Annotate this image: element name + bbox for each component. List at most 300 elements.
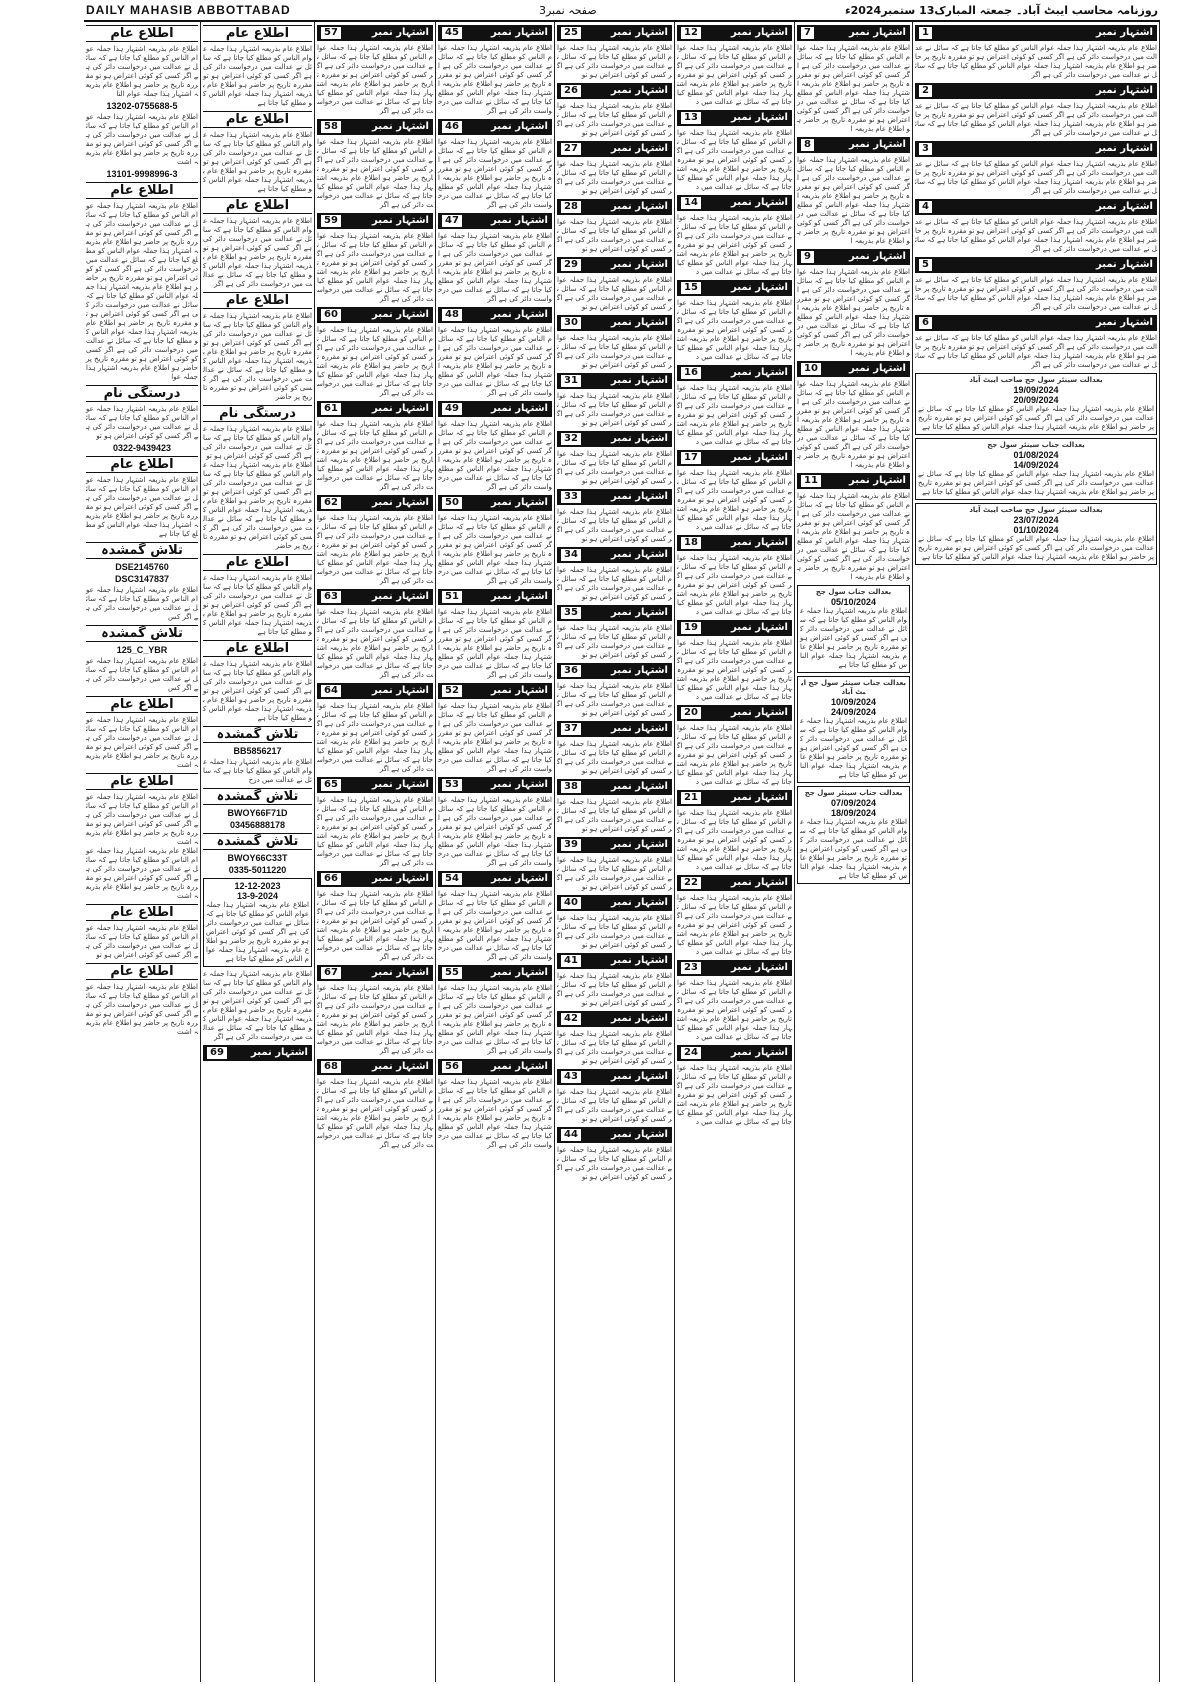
notice-text: اطلاع عام بذریعہ اشتہار ہذا جملہ عوام الناس کو مطلع کیا جاتا ہے کہ سائل نے عدالت میں درخواست دائر کی ہے اگر کسی کو کوئی اعتراض ہو تو مقررہ تاریخ پر حاضر ہو اطلاع عام بذریعہ اشتہار ہذا جملہ عوام الناس کو مطلع کیا جاتا ہے — [918, 405, 1154, 431]
notice-label: اشتہار نمبر — [251, 1047, 308, 1058]
court-date: 01/08/2024 — [1013, 450, 1059, 460]
notice-number-box — [317, 683, 433, 699]
notice-number-box — [317, 495, 433, 511]
notice-label: اشتہار نمبر — [491, 27, 548, 38]
notice-number: 39 — [561, 839, 581, 851]
notice-text: اطلاع عام بذریعہ اشتہار ہذا جملہ عوام الناس کو مطلع کیا جاتا ہے کہ سائل نے عدالت میں درخواست دائر کی ہے اگر کسی کو کوئی اعتراض ہو تو مقررہ تاریخ پر حاضر ہو اطلاع عام بذریعہ اشتہار ہذا جملہ عوام الناس کو مطلع کیا جاتا ہے — [86, 476, 198, 538]
notice-number: 65 — [321, 779, 341, 791]
notice-number: 25 — [561, 27, 581, 39]
notice-text: اطلاع عام بذریعہ اشتہار ہذا جملہ عوام الناس کو مطلع کیا جاتا ہے کہ سائل نے عدالت میں درخواست دائر کی ہے اگر کسی کو کوئی اعتراض ہو تو مقررہ تاریخ پر حاضر ہو اطلاع عام بذریعہ اشتہار ہذا جملہ عوام الناس کو مطلع کیا جاتا ہے کہ سائل نے عدالت میں درخواست دائر کی ہے اگر — [317, 138, 433, 209]
notice-label: اشتہار نمبر — [1096, 27, 1153, 38]
court-notice — [797, 585, 910, 673]
notice-number-box — [438, 401, 552, 417]
notice-text: اطلاع عام بذریعہ اشتہار ہذا جملہ عوام الناس کو مطلع کیا جاتا ہے کہ سائل نے عدالت میں درخواست دائر کی ہے اگر کسی کو کوئی اعتراض ہو تو — [557, 624, 672, 659]
id-number: 125_C_YBR — [116, 645, 168, 655]
court-date: 13-9-2024 — [236, 891, 279, 901]
notice-number: 62 — [321, 497, 341, 509]
notice-number-box — [915, 25, 1157, 41]
notice-number-box — [677, 25, 792, 41]
column-3 — [315, 22, 436, 1682]
notice-label: اشتہار نمبر — [491, 121, 548, 132]
notice-label: اشتہار نمبر — [1096, 317, 1153, 328]
notice-text: اطلاع عام بذریعہ اشتہار ہذا جملہ عوام الناس کو مطلع کیا جاتا ہے کہ سائل نے عدالت میں درخواست دائر کی ہے اگر کسی کو کوئی اعتراض ہو تو مقررہ تاریخ پر حاضر ہو اطلاع عام بذریعہ اشتہار ہذا جملہ عوام الناس کو مطلع کیا جاتا ہے کہ سائل نے عدالت میں د — [677, 384, 792, 446]
notice-number: 43 — [561, 1071, 581, 1083]
court-date: 12-12-2023 — [234, 881, 281, 891]
notice-text: اطلاع عام بذریعہ اشتہار ہذا جملہ عوام الناس کو مطلع کیا جاتا ہے کہ سائل نے عدالت میں درخواست دائر کی ہے اگر کسی کو کوئی اعتراض ہو تو مقررہ تاریخ پر حاضر ہو اطلاع عام بذریعہ اشتہار ہذا جملہ عوام الناس کو مطلع کیا جاتا ہے کہ سائل نے عدالت میں درخواست دائر کی ہے اگر — [438, 890, 552, 961]
page-label: صفحہ نمبر3 — [538, 3, 597, 17]
notice-number-box — [797, 25, 910, 41]
notice-text: اطلاع عام بذریعہ اشتہار ہذا جملہ عوام الناس کو مطلع کیا جاتا ہے کہ سائل نے عدالت میں درخواست دائر کی ہے اگر کسی کو کوئی اعتراض ہو تو مقررہ تاریخ پر حاضر ہو اطلاع عام بذریعہ اشتہار ہذا جملہ عوام الناس کو مطلع کیا جاتا ہے کہ سائل نے عدالت میں درخواست دائر کی ہے اگر کسی کو کوئی اعتراض ہو تو مقررہ تاریخ پر حاضر — [203, 461, 312, 550]
notice-number-box — [915, 315, 1157, 331]
id-number: 13101-9998996-3 — [106, 169, 178, 179]
notice-text: اطلاع عام بذریعہ اشتہار ہذا جملہ عوام الناس کو مطلع کیا جاتا ہے کہ سائل نے عدالت میں درخواست دائر کی ہے اگر کسی کو کوئی اعتراض ہو تو مقررہ تاریخ پر حاضر ہو اطلاع عام بذریعہ اشتہار ہذا جملہ عوام الناس کو مطلع کیا جاتا ہے کہ سائل نے عدالت میں درخواست دائر کی ہے اگر کسی کو کوئی اعتراض ہو تو مقررہ تاریخ پر حاضر ہو اطلاع عام بذریعہ ا — [797, 380, 910, 469]
notice-number-box — [317, 307, 433, 323]
court-date: 10/09/2024 — [830, 697, 877, 707]
notice-number-box — [677, 705, 792, 721]
notice-number-box — [557, 1069, 672, 1085]
notice-number: 68 — [321, 1061, 341, 1073]
notice-text: اطلاع عام بذریعہ اشتہار ہذا جملہ عوام الناس کو مطلع کیا جاتا ہے کہ سائل نے عدالت میں درخواست دائر کی ہے اگر کسی کو کوئی اعتراض ہو تو مقررہ تاریخ پر حاضر ہو اطلاع عام بذریعہ اشتہار ہذا جملہ عوام الناس کو مطلع کیا جاتا ہے کہ سائل نے عدالت میں د — [677, 894, 792, 956]
notice-number-box — [557, 663, 672, 679]
notice-text: اطلاع عام بذریعہ اشتہار ہذا جملہ عوام الناس کو مطلع کیا جاتا ہے کہ سائل نے عدالت میں درخواست دائر کی ہے اگر کسی کو کوئی اعتراض ہو تو — [557, 450, 672, 485]
notice-text: اطلاع عام بذریعہ اشتہار ہذا جملہ عوام الناس کو مطلع کیا جاتا ہے کہ سائل نے عدالت میں درخواست دائر کی ہے اگر کسی کو کوئی اعتراض ہو تو مقررہ تاریخ پر حاضر ہو اطلاع عام بذریعہ اشتہار ہذا جملہ عوام الناس کو مطلع کیا جاتا ہے کہ سائل نے عدالت میں درخواست دائر کی ہے اگر کسی کو کوئی اعتراض ہو تو مقررہ تاریخ پر حاضر ہو اطلاع عام بذریعہ اشتہار ہذا جملہ عوام الناس کو مطلع کیا جاتا ہے کہ سائل نے عدالت میں درخواست دائر کی ہے اگر کسی کو کوئی اعتراض ہو تو مقررہ تاریخ پر حاضر ہو اطلاع عام بذریعہ اشتہار ہذا جملہ عوام الناس کو مطلع کیا جاتا ہے کہ سائل نے عدالت میں درخواست دائر کی ہے اگر کسی کو کوئی اعتراض ہو تو مقررہ تاریخ پر حاضر ہو اطلاع عام بذریعہ اشتہار ہذا جملہ عوا — [86, 202, 198, 381]
id-number: 0335-5011220 — [228, 865, 287, 875]
notice-heading: اطلاع عام — [203, 197, 312, 214]
notice-number-box — [915, 257, 1157, 273]
notice-number-box — [677, 110, 792, 126]
notice-text: اطلاع عام بذریعہ اشتہار ہذا جملہ عوام الناس کو مطلع کیا جاتا ہے کہ سائل نے عدالت میں درخواست دائر کی ہے اگر کسی کو کوئی اعتراض ہو تو مقررہ تاریخ پر حاضر ہو اطلاع عام بذریعہ اشتہار ہذا جملہ عوام الناس کو مطلع کیا جاتا ہے — [918, 470, 1154, 496]
notice-heading: اطلاع عام — [203, 25, 312, 42]
notice-text: اطلاع عام بذریعہ اشتہار ہذا جملہ عوام الناس کو مطلع کیا جاتا ہے کہ سائل نے عدالت میں درخواست دائر کی ہے اگر کسی کو کوئی اعتراض ہو تو مقررہ تاریخ پر حاضر ہو اطلاع عام بذریعہ اشتہار ہذا جملہ عوام الناس کو مطلع کیا جاتا ہے — [203, 45, 312, 107]
notice-label: اشتہار نمبر — [611, 491, 668, 502]
notice-number-box — [438, 965, 552, 981]
notice-label: اشتہار نمبر — [611, 433, 668, 444]
notice-label: اشتہار نمبر — [372, 497, 429, 508]
notice-label: اشتہار نمبر — [849, 251, 906, 262]
notice-number: 5 — [919, 259, 932, 271]
notice-text: اطلاع عام بذریعہ اشتہار ہذا جملہ عوام الناس کو مطلع کیا جاتا ہے کہ سائل نے عدالت میں درخواست دائر کی ہے اگر کسی کو کوئی اعتراض ہو تو — [557, 798, 672, 833]
id-number: 0322-9439423 — [112, 443, 172, 453]
notice-number: 36 — [561, 665, 581, 677]
notice-number-box — [317, 401, 433, 417]
notice-number: 14 — [681, 197, 701, 209]
notice-number: 23 — [681, 962, 701, 974]
notice-label: اشتہار نمبر — [611, 1013, 668, 1024]
notice-label: اشتہار نمبر — [372, 403, 429, 414]
notice-label: اشتہار نمبر — [731, 962, 788, 973]
notice-text: اطلاع عام بذریعہ اشتہار ہذا جملہ عوام الناس کو مطلع کیا جاتا ہے کہ سائل نے عدالت میں درخواست دائر کی ہے اگر کسی کو کوئی اعتراض ہو تو مقررہ تاریخ پر حاضر ہو اطلاع عام بذریعہ اشتہار ہذا جملہ عوام الناس کو مطلع کیا جاتا ہے کہ سائل نے عدالت میں درخواست دائر کی ہے اگر — [317, 232, 433, 303]
notice-number: 48 — [442, 309, 462, 321]
notice-number-box — [438, 871, 552, 887]
notice-number-box — [438, 25, 552, 41]
notice-label: اشتہار نمبر — [611, 955, 668, 966]
notice-number: 4 — [919, 201, 932, 213]
notice-label: اشتہار نمبر — [611, 201, 668, 212]
notice-text: اطلاع عام بذریعہ اشتہار ہذا جملہ عوام الناس کو مطلع کیا جاتا ہے کہ سائل نے عدالت میں درخواست دائر کی ہے اگر کسی کو کوئی اعتراض ہو تو — [557, 276, 672, 311]
notice-label: اشتہار نمبر — [611, 317, 668, 328]
court-date: 18/09/2024 — [830, 808, 877, 818]
column-2 — [201, 22, 315, 1682]
id-number: BB5856217 — [233, 746, 282, 756]
notice-number: 3 — [919, 143, 932, 155]
notice-text: اطلاع عام بذریعہ اشتہار ہذا جملہ عوام الناس کو مطلع کیا جاتا ہے کہ سائل نے عدالت میں درخواست دائر کی ہے اگر کسی کو کوئی اعتراض ہو تو مقررہ تاریخ پر حاضر ہو اطلاع عام بذریعہ اشتہار ہذا جملہ عوام الناس کو مطلع کیا جاتا ہے کہ سائل نے عدالت میں درخواست دائر کی ہے اگر کسی کو کوئی اعتراض ہو تو مقررہ تاریخ پر حاضر ہو اطلاع عام بذریعہ ا — [797, 268, 910, 357]
notice-text: اطلاع عام بذریعہ اشتہار ہذا جملہ عوام الناس کو مطلع کیا جاتا ہے کہ سائل نے عدالت میں درخواست دائر کی ہے اگر کسی کو کوئی اعتراض ہو تو مقررہ تاریخ پر حاضر ہو اطلاع عام بذریعہ اشتہار ہذا جملہ عوام الناس کو مطلع کیا جاتا ہے کہ سائل نے عدالت میں درخواست دائر کی ہے اگر کسی کو کوئی اعتراض ہو تو مقررہ تاریخ پر حاضر ہو اطلاع عام بذریعہ ا — [797, 44, 910, 133]
notice-text: اطلاع عام بذریعہ اشتہار ہذا جملہ عوام الناس کو مطلع کیا جاتا ہے کہ سائل نے عدالت میں درخواست دائر کی ہے اگر کسی کو کوئی اعتراض ہو تو مقررہ تاریخ پر حاضر ہو اطلاع عام بذریعہ اشتہار ہذا جملہ عوام الناس کو مطلع کیا جاتا ہے کہ سائل نے عدالت میں درخواست دائر کی ہے اگر — [317, 420, 433, 491]
notice-text: اطلاع عام بذریعہ اشتہار ہذا جملہ عوام الناس کو مطلع کیا جاتا ہے کہ سائل نے عدالت میں درخواست دائر کی ہے اگر کسی کو کوئی اعتراض ہو تو — [557, 566, 672, 601]
notice-text: اطلاع عام بذریعہ اشتہار ہذا جملہ عوام الناس کو مطلع کیا جاتا ہے کہ سائل نے عدالت میں درخواست دائر کی ہے اگر کسی کو کوئی اعتراض ہو تو مقررہ تاریخ پر حاضر ہو اطلاع عام بذریعہ اشتہار ہذا جملہ عوام الناس کو مطلع کیا جاتا ہے کہ سائل نے عدالت میں د — [677, 129, 792, 191]
notice-number-box — [915, 199, 1157, 215]
notice-text: اطلاع عام بذریعہ اشتہار ہذا جملہ عوام الناس کو مطلع کیا جاتا ہے کہ سائل نے عدالت میں درخواست دائر کی ہے اگر کسی کو کوئی اعتراض ہو تو مقررہ تاریخ پر حاضر ہو اطلاع عام بذریعہ اشتہار ہذا جملہ عوام الناس کو مطلع کیا جاتا ہے کہ سائل نے عدالت میں درخواست دائر کی ہے اگر — [915, 276, 1157, 311]
notice-text: اطلاع عام بذریعہ اشتہار ہذا جملہ عوام الناس کو مطلع کیا جاتا ہے کہ سائل نے عدالت میں درخواست دائر کی ہے اگر کسی کو کوئی اعتراض ہو تو مقررہ تاریخ پر حاضر ہو اطلاع عام بذریعہ اشت — [86, 793, 198, 846]
notice-label: اشتہار نمبر — [611, 723, 668, 734]
notice-text: اطلاع عام بذریعہ اشتہار ہذا جملہ عوام الناس کو مطلع کیا جاتا ہے کہ سائل نے عدالت میں درخواست دائر کی ہے اگر کسی کو کوئی اعتراض ہو تو مقررہ تاریخ پر حاضر ہو اطلاع عام بذریعہ اشتہار ہذا جملہ عوام الناس کو مطلع کیا جاتا ہے کہ سائل نے عدالت میں د — [677, 724, 792, 786]
notice-number: 20 — [681, 707, 701, 719]
notice-number: 17 — [681, 452, 701, 464]
notice-label: اشتہار نمبر — [849, 363, 906, 374]
notice-number-box — [557, 953, 672, 969]
notice-label: اشتہار نمبر — [731, 707, 788, 718]
notice-label: اشتہار نمبر — [611, 839, 668, 850]
notice-text: اطلاع عام بذریعہ اشتہار ہذا جملہ عوام الناس کو مطلع کیا جاتا ہے کہ سائل نے عدالت میں درخواست دائر کی ہے اگر کسی کو کوئی اعتراض ہو تو مقررہ تاریخ پر حاضر ہو اطلاع عام بذریعہ اشت — [86, 113, 198, 166]
notice-heading: اطلاع عام — [86, 456, 198, 473]
notice-label: اشتہار نمبر — [491, 403, 548, 414]
notice-text: اطلاع عام بذریعہ اشتہار ہذا جملہ عوام الناس کو مطلع کیا جاتا ہے کہ سائل نے عدالت میں درخواست دائر کی ہے اگر کسی کو کوئی اعتراض ہو تو — [557, 1146, 672, 1181]
notice-number-box — [557, 83, 672, 99]
notice-number-box — [677, 960, 792, 976]
notice-number: 6 — [919, 317, 932, 329]
notice-number: 57 — [321, 27, 341, 39]
notice-number: 21 — [681, 792, 701, 804]
court-title: بعدالت جناب سینئر سول جج — [987, 441, 1085, 449]
notice-text: اطلاع عام بذریعہ اشتہار ہذا جملہ عوام الناس کو مطلع کیا جاتا ہے کہ سائل نے عدالت میں درخواست دائر کی ہے اگر کسی کو کوئی اعتراض ہو تو مقررہ تاریخ پر حاضر ہو اطلاع عام بذریعہ اشتہار ہذا جملہ عوام الناس کو مطلع کیا جاتا ہے — [918, 535, 1154, 561]
column-1 — [84, 22, 201, 1682]
court-title: بعدالت سینئر سول جج صاحب ایبٹ آباد — [969, 376, 1103, 384]
id-number: 13202-0755688-5 — [106, 101, 178, 111]
notice-text: اطلاع عام بذریعہ اشتہار ہذا جملہ عوام الناس کو مطلع کیا جاتا ہے کہ سائل نے عدالت میں درخواست دائر کی ہے اگر کسی کو کوئی اعتراض ہو تو مقررہ تاریخ پر حاضر ہو اطلاع عام بذریعہ اشتہار ہذا جملہ عوام الناس کو مطلع کیا جاتا ہے کہ سائل نے عدالت میں درخواست دائر کی ہے اگر — [438, 326, 552, 397]
notice-text: اطلاع عام بذریعہ اشتہار ہذا جملہ عوام الناس کو مطلع کیا جاتا ہے کہ سائل نے عدالت میں درخواست دائر کی ہے اگر کسی کو کوئی اعتراض ہو تو مقررہ تاریخ پر حاضر ہو اطلاع عام بذریعہ اشتہار ہذا جملہ عوام الناس کو مطلع کیا جاتا ہے — [800, 717, 907, 779]
notice-label: اشتہار نمبر — [731, 792, 788, 803]
notice-number-box — [438, 213, 552, 229]
notice-label: اشتہار نمبر — [611, 1071, 668, 1082]
court-date: 07/09/2024 — [830, 798, 877, 808]
notice-text: اطلاع عام بذریعہ اشتہار ہذا جملہ عوام الناس کو مطلع کیا جاتا ہے کہ سائل نے عدالت میں درخواست دائر کی ہے اگر کسی کو کوئی اعتراض ہو تو — [86, 405, 198, 440]
notice-label: اشتہار نمبر — [372, 591, 429, 602]
notice-heading: تلاش گمشدہ — [203, 833, 312, 850]
notice-label: اشتہار نمبر — [491, 215, 548, 226]
notice-number-box — [677, 535, 792, 551]
notice-text: اطلاع عام بذریعہ اشتہار ہذا جملہ عوام الناس کو مطلع کیا جاتا ہے کہ سائل نے عدالت میں درخواست دائر کی ہے اگر کسی کو کوئی اعتراض ہو تو مقررہ تاریخ پر حاضر ہو اطلاع عام بذریعہ اشتہار ہذا جملہ عوام الناس کو مطلع کیا جاتا ہے کہ سائل نے عدالت میں درخواست دائر کی ہے اگر — [438, 1078, 552, 1149]
notice-label: اشتہار نمبر — [849, 27, 906, 38]
notice-text: اطلاع عام بذریعہ اشتہار ہذا جملہ عوام الناس کو مطلع کیا جاتا ہے کہ سائل نے عدالت میں درخواست دائر کی ہے اگر کسی کو کوئی اعتراض ہو تو — [557, 914, 672, 949]
notice-label: اشتہار نمبر — [372, 121, 429, 132]
notice-text: اطلاع عام بذریعہ اشتہار ہذا جملہ عوام الناس کو مطلع کیا جاتا ہے کہ سائل نے عدالت میں درخواست دائر کی ہے اگر کسی کو کوئی اعتراض ہو تو — [557, 740, 672, 775]
notice-number-box — [557, 315, 672, 331]
court-notice — [797, 786, 910, 884]
notice-text: اطلاع عام بذریعہ اشتہار ہذا جملہ عوام الناس کو مطلع کیا جاتا ہے کہ سائل نے عدالت میں درخواست دائر کی ہے اگر کسی کو کوئی اعتراض ہو تو مقررہ تاریخ پر حاضر ہو اطلاع عام بذریعہ اشتہار ہذا جملہ عوام الناس کو مطلع کیا جاتا ہے کہ سائل نے عدالت میں درخواست دائر کی ہے اگر — [317, 984, 433, 1055]
notice-text: اطلاع عام بذریعہ اشتہار ہذا جملہ عوام الناس کو مطلع کیا جاتا ہے کہ سائل نے عدالت میں درخواست دائر کی ہے اگر کسی کو کوئی اعتراض ہو تو — [557, 856, 672, 891]
notice-heading: درستگی نام — [86, 385, 198, 402]
notice-label: اشتہار نمبر — [491, 591, 548, 602]
column-6 — [675, 22, 795, 1682]
notice-number: 50 — [442, 497, 462, 509]
notice-number: 46 — [442, 121, 462, 133]
notice-number: 64 — [321, 685, 341, 697]
notice-number-box — [915, 83, 1157, 99]
notice-text: اطلاع عام بذریعہ اشتہار ہذا جملہ عوام الناس کو مطلع کیا جاتا ہے کہ سائل نے عدالت میں درخواست دائر کی ہے اگر کسی کو کوئی اعتراض ہو تو مقررہ تاریخ پر حاضر ہو اطلاع عام بذریعہ اشتہار ہذا جملہ عوام الناس کو مطلع کیا جاتا ہے کہ سائل نے عدالت میں د — [677, 639, 792, 701]
notice-heading: اطلاع عام — [86, 773, 198, 790]
notice-heading: تلاش گمشدہ — [203, 726, 312, 743]
notice-text: اطلاع عام بذریعہ اشتہار ہذا جملہ عوام الناس کو مطلع کیا جاتا ہے کہ سائل نے عدالت میں درخواست دائر کی ہے اگر کسی کو کوئی اعتراض ہو تو مقررہ تاریخ پر حاضر ہو اطلاع عام بذریعہ اشتہار ہذا جملہ عوام الناس کو مطلع کیا جاتا ہے کہ سائل نے عدالت میں د — [677, 809, 792, 871]
notice-text: اطلاع عام بذریعہ اشتہار ہذا جملہ عوام الناس کو مطلع کیا جاتا ہے کہ سائل نے عدالت میں درخواست دائر کی ہے اگر کسی کو کوئی اعتراض ہو تو — [557, 1030, 672, 1065]
notice-number-box — [317, 589, 433, 605]
notice-number: 61 — [321, 403, 341, 415]
notice-text: اطلاع عام بذریعہ اشتہار ہذا جملہ عوام الناس کو مطلع کیا جاتا ہے کہ سائل نے عدالت میں درخواست دائر کی ہے اگر کسی کو کوئی اعتراض ہو تو مقررہ تاریخ پر حاضر ہو اطلاع عام بذریعہ اشتہار ہذا جملہ عوام الناس کو مطلع کیا جاتا ہے کہ سائل نے عدالت میں د — [677, 214, 792, 276]
notice-number: 7 — [801, 27, 814, 39]
notice-number-box — [797, 361, 910, 377]
notice-number-box — [438, 1059, 552, 1075]
id-number: BWOY66C33T — [227, 853, 288, 863]
notice-text: اطلاع عام بذریعہ اشتہار ہذا جملہ عوام الناس کو مطلع کیا جاتا ہے کہ سائل نے عدالت میں درخواست دائر کی ہے اگر کسی کو کوئی اعتراض ہو تو مقررہ تاریخ پر حاضر ہو اطلاع عام بذریعہ اشتہار ہذا جملہ عوام الناس کو مطلع کیا جاتا ہے کہ سائل نے عدالت میں د — [677, 1064, 792, 1126]
notice-text: اطلاع عام بذریعہ اشتہار ہذا جملہ عوام الناس کو مطلع کیا جاتا ہے کہ سائل نے عدالت میں درخواست دائر کی ہے اگر کسی کو کوئی اعتراض ہو تو مقررہ تاریخ پر حاضر ہو اطلاع عام بذریعہ اشتہار ہذا جملہ عوام الناس کو مطلع کیا جاتا ہے کہ سائل نے عدالت میں درخواست دائر کی ہے اگر — [438, 232, 552, 303]
notice-number: 60 — [321, 309, 341, 321]
notice-text: اطلاع عام بذریعہ اشتہار ہذا جملہ عوام الناس کو مطلع کیا جاتا ہے کہ سائل نے عدالت میں درخواست دائر کی ہے اگر کس — [86, 657, 198, 692]
notice-label: اشتہار نمبر — [372, 685, 429, 696]
id-number: DSC3147837 — [114, 574, 170, 584]
notice-text: اطلاع عام بذریعہ اشتہار ہذا جملہ عوام الناس کو مطلع کیا جاتا ہے کہ سائل نے عدالت میں درخواست دائر کی ہے اگر کسی کو کوئی اعتراض ہو تو — [203, 425, 312, 460]
notice-label: اشتہار نمبر — [491, 967, 548, 978]
notice-number-box — [797, 249, 910, 265]
column-8 — [913, 22, 1160, 1682]
notice-number-box — [557, 895, 672, 911]
notice-number: 38 — [561, 781, 581, 793]
notice-number-box — [557, 199, 672, 215]
notice-text: اطلاع عام بذریعہ اشتہار ہذا جملہ عوام الناس کو مطلع کیا جاتا ہے کہ سائل نے عدالت میں درخواست دائر کی ہے اگر کسی کو کوئی اعتراض ہو تو مقررہ تاریخ پر حاضر ہو اطلاع عام بذریعہ اشتہار ہذا جملہ عوام الناس کو مطلع کیا جاتا ہے کہ سائل نے عدالت میں درخواست دائر کی ہے اگر — [317, 326, 433, 397]
notice-number: 19 — [681, 622, 701, 634]
notice-text: اطلاع عام بذریعہ اشتہار ہذا جملہ عوام الناس کو مطلع کیا جاتا ہے کہ سائل نے عدالت میں درخواست دائر کی ہے اگر کسی کو کوئی اعتراض ہو تو مقررہ تاریخ پر حاضر ہو اطلاع عام بذریعہ اشتہار ہذا جملہ عوام الناس کو مطلع کیا جاتا ہے کہ سائل نے عدالت میں درخواست دائر کی ہے اگر — [317, 1078, 433, 1149]
notice-heading: تلاش گمشدہ — [203, 788, 312, 805]
masthead — [84, 0, 1160, 22]
notice-number-box — [317, 213, 433, 229]
notice-number: 58 — [321, 121, 341, 133]
notice-text: اطلاع عام بذریعہ اشتہار ہذا جملہ عوام الناس کو مطلع کیا جاتا ہے کہ سائل نے عدالت میں درخواست دائر کی ہے اگر کسی کو کوئی اعتراض ہو تو — [557, 682, 672, 717]
notice-number-box — [557, 1011, 672, 1027]
court-title: بعدالت جناب سینئر سول جج ایبٹ آباد — [800, 679, 907, 696]
notice-text: اطلاع عام بذریعہ اشتہار ہذا جملہ عوام الناس کو مطلع کیا جاتا ہے کہ سائل نے عدالت میں درخواست دائر کی ہے اگر کسی کو کوئی اعتراض ہو تو مقررہ تاریخ پر حاضر ہو اطلاع عام بذریعہ اشتہار ہذا جملہ عوام الناس کو مطلع کیا جاتا ہے کہ سائل نے عدالت میں د — [677, 554, 792, 616]
notice-number-box — [677, 450, 792, 466]
notice-text: اطلاع عام بذریعہ اشتہار ہذا جملہ عوام الناس کو مطلع کیا جاتا ہے کہ سائل نے عدالت میں درخواست دائر کی ہے اگر کسی کو کوئی اعتراض ہو تو مقررہ تاریخ پر حاضر ہو اطلاع عام بذریعہ اشتہار ہذا جملہ عوام الناس کو مطلع کیا جاتا ہے کہ سائل نے عدالت میں درخواست دائر کی ہے اگر — [317, 890, 433, 961]
notice-text: اطلاع عام بذریعہ اشتہار ہذا جملہ عوام الناس کو مطلع کیا جاتا ہے کہ سائل نے عدالت میں درخواست دائر کی ہے اگر کسی کو کوئی اعتراض ہو تو مقررہ تاریخ پر حاضر ہو اطلاع عام بذریعہ اشتہار ہذا جملہ عوام الناس کو مطلع کیا جاتا ہے کہ سائل نے عدالت میں درخواست دائر کی ہے اگر — [438, 796, 552, 867]
court-notice — [203, 878, 312, 967]
notice-label: اشتہار نمبر — [731, 1047, 788, 1058]
notice-label: اشتہار نمبر — [611, 85, 668, 96]
column-4 — [436, 22, 555, 1682]
notice-number-box — [557, 141, 672, 157]
court-title: بعدالت جناب سول جج — [815, 588, 892, 596]
notice-number: 31 — [561, 375, 581, 387]
notice-number-box — [677, 1045, 792, 1061]
notice-label: اشتہار نمبر — [1096, 85, 1153, 96]
notice-number: 24 — [681, 1047, 701, 1059]
notice-label: اشتہار نمبر — [611, 143, 668, 154]
notice-text: اطلاع عام بذریعہ اشتہار ہذا جملہ عوام الناس کو مطلع کیا جاتا ہے کہ سائل نے عدالت میں درخواست دائر کی ہے اگر کسی کو کوئی اعتراض ہو تو مقررہ تاریخ پر حاضر ہو اطلاع عام بذریعہ اشتہار ہذا جملہ عوام الناس کو مطلع کیا جاتا ہے کہ سائل نے عدالت میں درخواست دائر کی ہے اگر — [438, 608, 552, 679]
notice-label: اشتہار نمبر — [731, 27, 788, 38]
notice-number-box — [557, 837, 672, 853]
notice-number: 9 — [801, 251, 814, 263]
notice-number: 54 — [442, 873, 462, 885]
notice-number: 1 — [919, 27, 932, 39]
court-date: 01/10/2024 — [1013, 525, 1059, 535]
notice-label: اشتہار نمبر — [372, 779, 429, 790]
notice-number-box — [438, 495, 552, 511]
court-date: 23/07/2024 — [1013, 515, 1059, 525]
notice-text: اطلاع عام بذریعہ اشتہار ہذا جملہ عوام الناس کو مطلع کیا جاتا ہے کہ سائل نے عدالت میں درخواست دائر کی ہے اگر کسی کو کوئی اعتراض ہو تو — [557, 1088, 672, 1123]
notice-text: اطلاع عام بذریعہ اشتہار ہذا جملہ عوام الناس کو مطلع کیا جاتا ہے کہ سائل نے عدالت میں درخواست دائر کی ہے اگر کسی کو کوئی اعتراض ہو تو مقررہ تاریخ پر حاضر ہو اطلاع عام بذریعہ اشتہار ہذا جملہ عوام الناس کو مطلع کیا جاتا ہے — [800, 607, 907, 669]
notice-text: اطلاع عام بذریعہ اشتہار ہذا جملہ عوام الناس کو مطلع کیا جاتا ہے کہ سائل نے عدالت میں درخواست دائر کی ہے اگر کسی کو کوئی اعتراض ہو تو مقررہ تاریخ پر حاضر ہو اطلاع عام بذریعہ اشتہار ہذا جملہ عوام الناس کو مطلع کیا جاتا ہے کہ سائل نے عدالت میں درخواست دائر کی ہے اگر کسی کو کوئی اعتراض ہو تو مقررہ تاریخ پر حاضر — [203, 312, 312, 401]
notice-text: اطلاع عام بذریعہ اشتہار ہذا جملہ عوام الناس کو مطلع کیا جاتا ہے کہ سائل نے عدالت میں درخواست دائر کی ہے اگر کسی کو کوئی اعتراض ہو تو مقررہ تاریخ پر حاضر ہو اطلاع عام بذریعہ اشتہار ہذا جملہ عوام الناس کو مطلع کیا جاتا ہے کہ سائل نے عدالت میں درخواست دائر کی ہے اگر — [438, 420, 552, 491]
notice-text: اطلاع عام بذریعہ اشتہار ہذا جملہ عوام الناس کو مطلع کیا جاتا ہے کہ سائل نے عدالت میں درخواست دائر کی ہے اگر کسی کو کوئی اعتراض ہو تو — [557, 334, 672, 369]
notice-label: اشتہار نمبر — [611, 27, 668, 38]
notice-text: اطلاع عام بذریعہ اشتہار ہذا جملہ عوام الناس کو مطلع کیا جاتا ہے کہ سائل نے عدالت میں درخواست دائر کی ہے اگر کسی کو کوئی اعتراض ہو تو — [557, 102, 672, 137]
court-title: بعدالت سینئر سول جج صاحب ایبٹ آباد — [969, 506, 1103, 514]
notice-heading: تلاش گمشدہ — [86, 542, 198, 559]
notice-text: اطلاع عام بذریعہ اشتہار ہذا جملہ عوام الناس کو مطلع کیا جاتا ہے کہ سائل نے عدالت میں درخواست دائر کی ہے اگر کسی کو کوئی اعتراض ہو تو مقررہ تاریخ پر حاضر ہو اطلاع عام بذریعہ اشت — [86, 983, 198, 1036]
notice-number: 16 — [681, 367, 701, 379]
notice-text: اطلاع عام بذریعہ اشتہار ہذا جملہ عوام الناس کو مطلع کیا جاتا ہے کہ سائل نے عدالت میں درخواست دائر کی ہے اگر کسی کو کوئی اعتراض ہو تو مقررہ تاریخ پر حاضر ہو اطلاع عام بذریعہ اشتہار ہذا جملہ عوام الناس کو مطلع کیا جاتا ہے — [203, 131, 312, 193]
notice-text: اطلاع عام بذریعہ اشتہار ہذا جملہ عوام الناس کو مطلع کیا جاتا ہے کہ سائل نے عدالت میں درخواست دائر کی ہے اگر کسی کو کوئی اعتراض ہو تو مقررہ تاریخ پر حاضر ہو اطلاع عام بذریعہ اشتہار ہذا جملہ عوام النا — [86, 45, 198, 98]
notice-number-box — [677, 365, 792, 381]
columns-area — [84, 22, 1160, 1682]
court-notice — [797, 676, 910, 783]
notice-heading: اطلاع عام — [203, 292, 312, 309]
notice-heading: اطلاع عام — [203, 111, 312, 128]
notice-text: اطلاع عام بذریعہ اشتہار ہذا جملہ عوام الناس کو مطلع کیا جاتا ہے کہ سائل نے عدالت میں درخواست دائر کی ہے اگر کسی کو کوئی اعتراض ہو تو مقررہ تاریخ پر حاضر ہو اطلاع عام بذریعہ اشتہار ہذا جملہ عوام الناس کو مطلع کیا جاتا ہے کہ سائل نے عدالت میں درخواست دائر کی ہے اگر — [915, 334, 1157, 369]
notice-heading: اطلاع عام — [86, 25, 198, 42]
notice-text: اطلاع عام بذریعہ اشتہار ہذا جملہ عوام الناس کو مطلع کیا جاتا ہے کہ سائل نے عدالت میں درخواست دائر کی ہے اگر کسی کو کوئی اعتراض ہو تو مقررہ تاریخ پر حاضر ہو اطلاع عام بذریعہ اشتہار ہذا جملہ عوام الناس کو مطلع کیا جاتا ہے کہ سائل نے عدالت میں د — [677, 299, 792, 361]
notice-number: 63 — [321, 591, 341, 603]
notice-label: اشتہار نمبر — [849, 475, 906, 486]
notice-number: 56 — [442, 1061, 462, 1073]
notice-number-box — [557, 605, 672, 621]
notice-number: 42 — [561, 1013, 581, 1025]
notice-text: اطلاع عام بذریعہ اشتہار ہذا جملہ عوام الناس کو مطلع کیا جاتا ہے کہ سائل نے عدالت میں درخواست دائر کی ہے اگر کسی کو کوئی اعتراض ہو تو مقررہ تاریخ پر حاضر ہو اطلاع عام بذریعہ اشتہار ہذا جملہ عوام الناس کو مطلع کیا جاتا ہے کہ سائل نے عدالت میں درخواست دائر کی ہے اگر — [317, 796, 433, 867]
notice-number-box — [677, 195, 792, 211]
court-notice — [915, 373, 1157, 435]
id-number: DSE2145760 — [115, 562, 169, 572]
notice-number-box — [557, 431, 672, 447]
notice-number: 67 — [321, 967, 341, 979]
notice-label: اشتہار نمبر — [372, 1061, 429, 1072]
notice-number-box — [317, 1059, 433, 1075]
notice-number-box — [438, 683, 552, 699]
notice-text: اطلاع عام بذریعہ اشتہار ہذا جملہ عوام الناس کو مطلع کیا جاتا ہے کہ سائل نے عدالت میں درخواست دائر کی ہے اگر کسی کو کوئی اعتراض ہو تو مقررہ تاریخ پر حاضر ہو اطلاع عام بذریعہ اشتہار ہذا جملہ عوام الناس کو مطلع کیا جاتا ہے کہ سائل نے عدالت میں درخواست دائر کی ہے اگر کسی کو کوئی اعتراض ہو تو مقررہ تاریخ پر حاضر ہو اطلاع عام بذریعہ ا — [797, 492, 910, 581]
notice-number-box — [317, 777, 433, 793]
notice-number: 28 — [561, 201, 581, 213]
notice-label: اشتہار نمبر — [611, 607, 668, 618]
notice-label: اشتہار نمبر — [491, 309, 548, 320]
notice-number: 66 — [321, 873, 341, 885]
notice-number-box — [797, 473, 910, 489]
notice-number-box — [797, 137, 910, 153]
notice-label: اشتہار نمبر — [372, 215, 429, 226]
notice-text: اطلاع عام بذریعہ اشتہار ہذا جملہ عوام الناس کو مطلع کیا جاتا ہے کہ سائل نے عدالت میں درخواست دائر کی ہے اگر کسی کو کوئی اعتراض ہو تو مقررہ تاریخ پر حاضر ہو اطلاع عام بذریعہ اشتہار ہذا جملہ عوام الناس کو مطلع کیا جاتا ہے کہ سائل نے عدالت میں درخواست دائر کی ہے اگر — [203, 217, 312, 288]
notice-number: 33 — [561, 491, 581, 503]
notice-text: اطلاع عام بذریعہ اشتہار ہذا جملہ عوام الناس کو مطلع کیا جاتا ہے کہ سائل نے عدالت میں درخواست دائر کی ہے اگر کسی کو کوئی اعتراض ہو تو مقررہ تاریخ پر حاضر ہو اطلاع عام بذریعہ اشت — [86, 847, 198, 900]
notice-number: 22 — [681, 877, 701, 889]
notice-number: 15 — [681, 282, 701, 294]
column-5 — [555, 22, 675, 1682]
column-7 — [795, 22, 913, 1682]
notice-text: اطلاع عام بذریعہ اشتہار ہذا جملہ عوام الناس کو مطلع کیا جاتا ہے کہ سائل نے عدالت میں درخواست دائر کی ہے اگر کسی کو کوئی اعتراض ہو تو مقررہ تاریخ پر حاضر ہو اطلاع عام بذریعہ اشتہار ہذا جملہ عوام الناس کو مطلع کیا جاتا ہے کہ سائل نے عدالت میں درخواست دائر کی ہے اگر — [438, 44, 552, 115]
notice-label: اشتہار نمبر — [1096, 143, 1153, 154]
notice-label: اشتہار نمبر — [491, 873, 548, 884]
notice-text: اطلاع عام بذریعہ اشتہار ہذا جملہ عوام الناس کو مطلع کیا جاتا ہے کہ سائل نے عدالت میں درخواست دائر کی ہے اگر کسی کو کوئی اعتراض ہو تو مقررہ تاریخ پر حاضر ہو اطلاع عام بذریعہ اشتہار ہذا جملہ عوام الناس کو مطلع کیا جاتا ہے کہ سائل نے عدالت میں درخواست دائر کی ہے اگر — [203, 970, 312, 1041]
notice-text: اطلاع عام بذریعہ اشتہار ہذا جملہ عوام الناس کو مطلع کیا جاتا ہے کہ سائل نے عدالت میں درخواست دائر کی ہے اگر کسی کو کوئی اعتراض ہو تو مقررہ تاریخ پر حاضر ہو اطلاع عام بذریعہ اشتہار ہذا جملہ عوام الناس کو مطلع کیا جاتا ہے — [800, 818, 907, 880]
notice-number-box — [317, 965, 433, 981]
notice-heading: درستگی نام — [203, 405, 312, 422]
notice-number: 32 — [561, 433, 581, 445]
notice-number-box — [557, 489, 672, 505]
id-number: 03456888178 — [229, 820, 286, 830]
notice-text: اطلاع عام بذریعہ اشتہار ہذا جملہ عوام الناس کو مطلع کیا جاتا ہے کہ سائل نے عدالت میں درخواست دائر کی ہے اگر کسی کو کوئی اعتراض ہو تو مقررہ تاریخ پر حاضر ہو اطلاع عام بذریعہ اشتہار ہذا جملہ عوام الناس کو مطلع کیا جاتا ہے کہ سائل نے عدالت میں د — [677, 469, 792, 531]
notice-text: اطلاع عام بذریعہ اشتہار ہذا جملہ عوام الناس کو مطلع کیا جاتا ہے کہ سائل نے عدالت میں درخواست دائر کی ہے اگر کسی کو کوئی اعتراض ہو تو — [557, 44, 672, 79]
court-date: 05/10/2024 — [830, 597, 877, 607]
notice-heading: اطلاع عام — [203, 640, 312, 657]
notice-text: اطلاع عام بذریعہ اشتہار ہذا جملہ عوام الناس کو مطلع کیا جاتا ہے کہ سائل نے عدالت میں درخواست دائر کی ہے اگر کسی کو کوئی اعتراض ہو تو مقررہ تاریخ پر حاضر ہو اطلاع عام بذریعہ اشتہار ہذا جملہ عوام الناس کو مطلع کیا جاتا ہے کہ سائل نے عدالت میں د — [677, 979, 792, 1041]
notice-heading: اطلاع عام — [86, 696, 198, 713]
notice-number-box — [557, 779, 672, 795]
notice-text: اطلاع عام بذریعہ اشتہار ہذا جملہ عوام الناس کو مطلع کیا جاتا ہے کہ سائل نے عدالت میں درخواست دائر کی ہے اگر کس — [86, 586, 198, 621]
notice-number-box — [557, 373, 672, 389]
notice-number: 13 — [681, 112, 701, 124]
notice-text: اطلاع عام بذریعہ اشتہار ہذا جملہ عوام الناس کو مطلع کیا جاتا ہے کہ سائل نے عدالت میں درخواست دائر کی ہے اگر کسی کو کوئی اعتراض ہو تو — [557, 972, 672, 1007]
notice-text: اطلاع عام بذریعہ اشتہار ہذا جملہ عوام الناس کو مطلع کیا جاتا ہے کہ سائل نے عدالت میں درخواست دائر کی ہے اگر کسی کو کوئی اعتراض ہو تو مقررہ تاریخ پر حاضر ہو اطلاع عام بذریعہ اشتہار ہذا جملہ عوام الناس کو مطلع کیا جاتا ہے کہ سائل نے عدالت میں درخواست دائر کی ہے اگر — [438, 138, 552, 209]
notice-text: اطلاع عام بذریعہ اشتہار ہذا جملہ عوام الناس کو مطلع کیا جاتا ہے کہ سائل نے عدالت میں درخواست دائر کی ہے اگر کسی کو کوئی اعتراض ہو تو — [557, 218, 672, 253]
notice-text: اطلاع عام بذریعہ اشتہار ہذا جملہ عوام الناس کو مطلع کیا جاتا ہے کہ سائل نے عدالت میں درخواست دائر کی ہے اگر کسی کو کوئی اعتراض ہو تو مقررہ تاریخ پر حاضر ہو اطلاع عام بذریعہ اشتہار ہذا جملہ عوام الناس کو مطلع کیا جاتا ہے کہ سائل نے عدالت میں درخواست دائر کی ہے اگر — [915, 102, 1157, 137]
notice-text: اطلاع عام بذریعہ اشتہار ہذا جملہ عوام الناس کو مطلع کیا جاتا ہے کہ سائل نے عدالت میں درخواست دائر کی ہے اگر کسی کو کوئی اعتراض ہو تو مقررہ تاریخ پر حاضر ہو اطلاع عام بذریعہ اشتہار ہذا جملہ عوام الناس کو مطلع کیا جاتا ہے کہ سائل نے عدالت میں درخواست دائر کی ہے اگر — [317, 702, 433, 773]
notice-number: 10 — [801, 363, 821, 375]
notice-number: 51 — [442, 591, 462, 603]
notice-label: اشتہار نمبر — [491, 685, 548, 696]
notice-number: 34 — [561, 549, 581, 561]
notice-text: اطلاع عام بذریعہ اشتہار ہذا جملہ عوام الناس کو مطلع کیا جاتا ہے کہ سائل نے عدالت میں درخواست دائر کی ہے اگر کسی کو کوئی اعتراض ہو تو مقررہ تاریخ پر حاضر ہو اطلاع عام بذریعہ اشتہار ہذا جملہ عوام الناس کو مطلع کیا جاتا ہے کہ سائل نے عدالت میں درخواست دائر کی ہے اگر — [317, 44, 433, 115]
notice-text: اطلاع عام بذریعہ اشتہار ہذا جملہ عوام الناس کو مطلع کیا جاتا ہے کہ سائل نے عدالت میں درخواست دائر کی ہے اگر کسی کو کوئی اعتراض ہو تو مقررہ تاریخ پر حاضر ہو اطلاع عام بذریعہ اشتہار ہذا جملہ عوام الناس کو مطلع کیا جاتا ہے کہ سائل نے عدالت میں درخواست دائر کی ہے اگر — [317, 608, 433, 679]
court-notice — [915, 438, 1157, 500]
notice-number: 26 — [561, 85, 581, 97]
notice-label: اشتہار نمبر — [372, 967, 429, 978]
notice-label: اشتہار نمبر — [491, 1061, 548, 1072]
notice-label: اشتہار نمبر — [731, 877, 788, 888]
notice-label: اشتہار نمبر — [611, 665, 668, 676]
notice-text: اطلاع عام بذریعہ اشتہار ہذا جملہ عوام الناس کو مطلع کیا جاتا ہے کہ سائل نے عدالت میں درخواست دائر کی ہے اگر کسی کو کوئی اعتراض ہو تو — [86, 924, 198, 959]
notice-text: اطلاع عام بذریعہ اشتہار ہذا جملہ عوام الناس کو مطلع کیا جاتا ہے کہ سائل نے عدالت میں درخواست دائر کی ہے اگر کسی کو کوئی اعتراض ہو تو مقررہ تاریخ پر حاضر ہو اطلاع عام بذریعہ اشتہار ہذا جملہ عوام الناس کو مطلع کیا جاتا ہے کہ سائل نے عدالت میں درخواست دائر کی ہے اگر — [915, 218, 1157, 253]
notice-number-box — [677, 620, 792, 636]
notice-number: 47 — [442, 215, 462, 227]
notice-text: اطلاع عام بذریعہ اشتہار ہذا جملہ عوام الناس کو مطلع کیا جاتا ہے کہ سائل نے عدالت میں درخ — [203, 758, 312, 784]
notice-number-box — [203, 1045, 312, 1061]
notice-heading: اطلاع عام — [86, 182, 198, 199]
notice-label: اشتہار نمبر — [611, 259, 668, 270]
notice-number-box — [438, 307, 552, 323]
id-number: BWOY66F71D — [227, 808, 288, 818]
date-line: روزنامہ محاسب ایبٹ آباد۔ جمعتہ المبارک13 ستمبر2024ء — [844, 3, 1158, 17]
notice-label: اشتہار نمبر — [372, 27, 429, 38]
court-notice — [915, 503, 1157, 565]
notice-text: اطلاع عام بذریعہ اشتہار ہذا جملہ عوام الناس کو مطلع کیا جاتا ہے کہ سائل نے عدالت میں درخواست دائر کی ہے اگر کسی کو کوئی اعتراض ہو تو مقررہ تاریخ پر حاضر ہو اطلاع عام بذریعہ اشتہار ہذا جملہ عوام الناس کو مطلع کیا جاتا ہے کہ سائل نے عدالت میں درخواست دائر کی ہے اگر — [438, 984, 552, 1055]
notice-text: اطلاع عام بذریعہ اشتہار ہذا جملہ عوام الناس کو مطلع کیا جاتا ہے کہ سائل نے عدالت میں درخواست دائر کی ہے اگر کسی کو کوئی اعتراض ہو تو مقررہ تاریخ پر حاضر ہو اطلاع عام بذریعہ اشتہار ہذا جملہ عوام الناس کو مطلع کیا جاتا ہے کہ سائل نے عدالت میں د — [677, 44, 792, 106]
notice-number: 27 — [561, 143, 581, 155]
notice-number: 11 — [801, 475, 821, 487]
notice-heading: اطلاع عام — [203, 554, 312, 571]
